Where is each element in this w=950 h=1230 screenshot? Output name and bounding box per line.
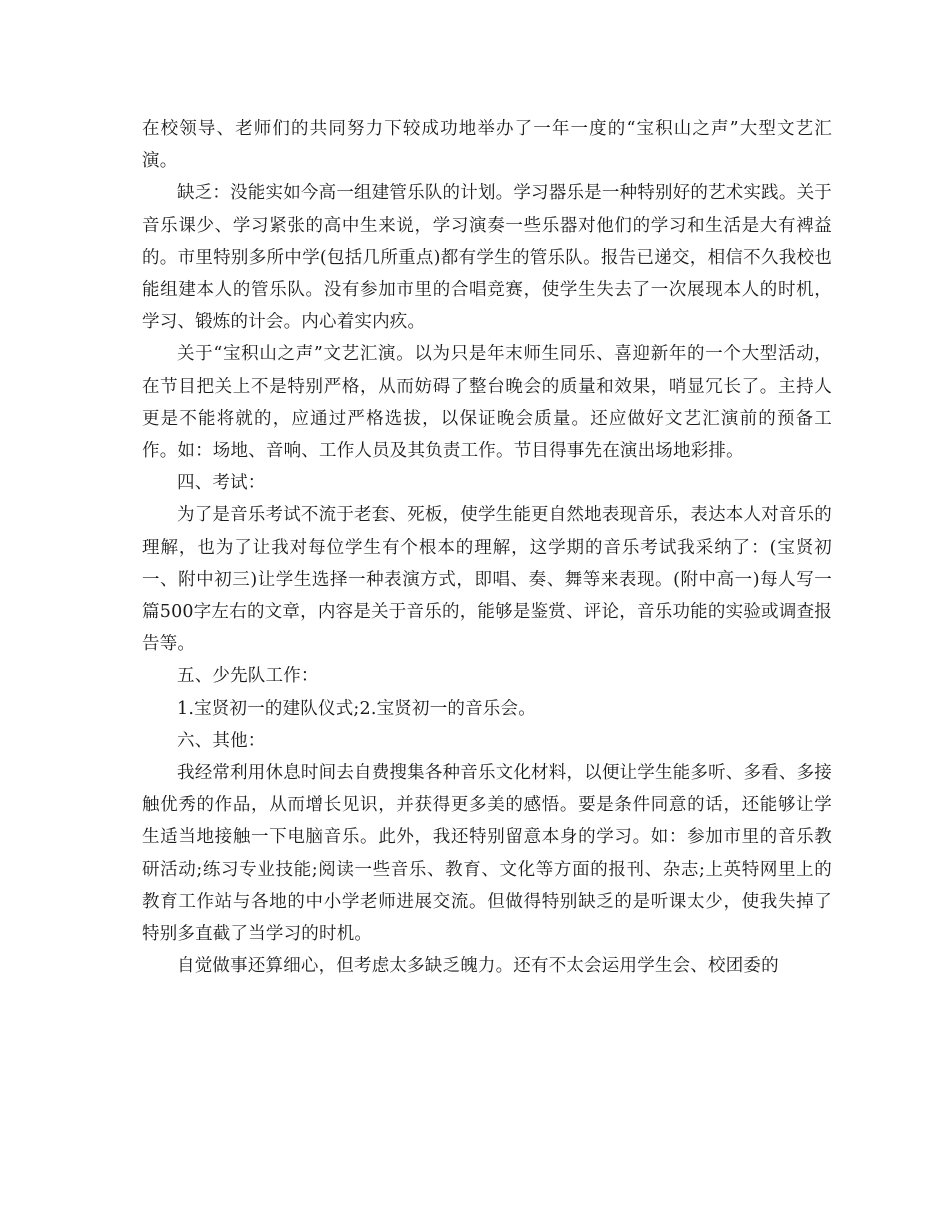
paragraph: 1.宝贤初一的建队仪式;2.宝贤初一的音乐会。: [177, 698, 536, 719]
section-heading: 六、其他：: [177, 730, 266, 751]
paragraph: 自觉做事还算细心，但考虑太多缺乏魄力。还有不太会运用学生会、校团委的: [177, 956, 779, 977]
paragraph: 为了是音乐考试不流于老套、死板，使学生能更自然地表现音乐，表达本人对音乐的理解，也为了让我对每位学生有个根本的理解，这学期的音乐考试我采纳了：(宝贤初一、附中初三)让学生选择一种表演方式，即唱、奏、舞等来表现。(附中高一)每人写一篇500字左右的文章，内容是关于音乐的，能够是鉴赏、评论，音乐功能的实验或调查报告等。: [142, 505, 832, 655]
paragraph: 缺乏：没能实如今高一组建管乐队的计划。学习器乐是一种特别好的艺术实践。关于音乐课少、学习紧张的高中生来说，学习演奏一些乐器对他们的学习和生活是大有裨益的。市里特别多所中学(包括几所重点)都有学生的管乐队。报告已递交，相信不久我校也能组建本人的管乐队。没有参加市里的合唱竞赛，使学生失去了一次展现本人的时机，学习、锻炼的计会。内心着实内疚。: [142, 183, 832, 333]
document-body: [142, 113, 832, 982]
paragraph: 关于“宝积山之声”文艺汇演。以为只是年末师生同乐、喜迎新年的一个大型活动，在节目把关上不是特别严格，从而妨碍了整台晚会的质量和效果，哨显冗长了。主持人更是不能将就的，应通过严格选拔，以保证晚会质量。还应做好文艺汇演前的预备工作。如：场地、音响、工作人员及其负责工作。节目得事先在演出场地彩排。: [142, 344, 832, 462]
paragraph: 我经常利用休息时间去自费搜集各种音乐文化材料，以便让学生能多听、多看、多接触优秀的作品，从而增长见识，并获得更多美的感悟。要是条件同意的话，还能够让学生适当地接触一下电脑音乐。此外，我还特别留意本身的学习。如：参加市里的音乐教研活动;练习专业技能;阅读一些音乐、教育、文化等方面的报刊、杂志;上英特网里上的教育工作站与各地的中小学老师进展交流。但做得特别缺乏的是听课太少，使我失掉了特别多直截了当学习的时机。: [142, 763, 832, 945]
section-heading: 五、少先队工作：: [177, 666, 319, 687]
paragraph: 在校领导、老师们的共同努力下较成功地举办了一年一度的“宝积山之声”大型文艺汇演。: [142, 119, 832, 172]
section-heading: 四、考试：: [177, 473, 266, 494]
